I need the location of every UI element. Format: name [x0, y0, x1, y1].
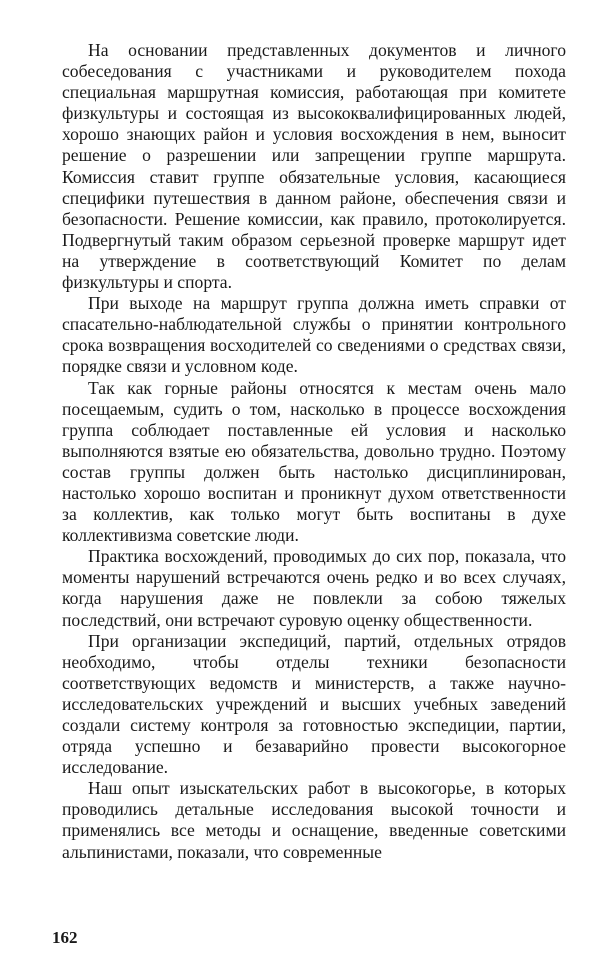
paragraph-experience: Наш опыт изыскательских работ в высокогорье, в которых проводились детальные исследования высокой точности и применялись все методы и оснащение, введенные советскими альпинистами, показали, что современные	[62, 778, 566, 862]
paragraph-commission: На основании представленных документов и личного собеседования с участниками и руководителем похода специальная маршрутная комиссия, работающая при комитете физкультуры и состоящая из высококвалифицированных людей, хорошо знающих район и условия восхождения в нем, выносит решение о разрешении или запрещении группе маршрута. Комиссия ставит группе обязательные условия, касающиеся специфики путешествия в данном районе, обеспечения связи и безопасности. Решение комиссии, как правило, протоколируется. Подвергнутый таким образом серьезной проверке маршрут идет на утверждение в соответствующий Комитет по делам физкультуры и спорта.	[62, 40, 566, 293]
paragraph-route-certificates: При выходе на маршрут группа должна иметь справки от спасательно-наблюдательной службы о принятии контрольного срока возвращения восходителей со сведениями о средствах связи, порядке связи и условном коде.	[62, 293, 566, 377]
paragraph-group-discipline: Так как горные районы относятся к местам очень мало посещаемым, судить о том, насколько в процессе восхождения группа соблюдает поставленные ей условия и насколько выполняются взятые ею обязательства, довольно трудно. Поэтому состав группы должен быть настолько дисциплинирован, настолько хорошо воспитан и проникнут духом ответственности за коллектив, как только могут быть воспитаны в духе коллективизма советские люди.	[62, 377, 566, 546]
page-number: 162	[52, 928, 78, 947]
body-text	[62, 40, 566, 863]
paragraph-expeditions: При организации экспедиций, партий, отдельных отрядов необходимо, чтобы отделы техники безопасности соответствующих ведомств и министерств, а также научно-исследовательских учреждений и высших учебных заведений создали систему контроля за готовностью экспедиции, партии, отряда успешно и безаварийно провести высокогорное исследование.	[62, 630, 566, 778]
paragraph-practice: Практика восхождений, проводимых до сих пор, показала, что моменты нарушений встречаются очень редко и во всех случаях, когда нарушения даже не повлекли за собою тяжелых последствий, они встречают суровую оценку общественности.	[62, 546, 566, 630]
